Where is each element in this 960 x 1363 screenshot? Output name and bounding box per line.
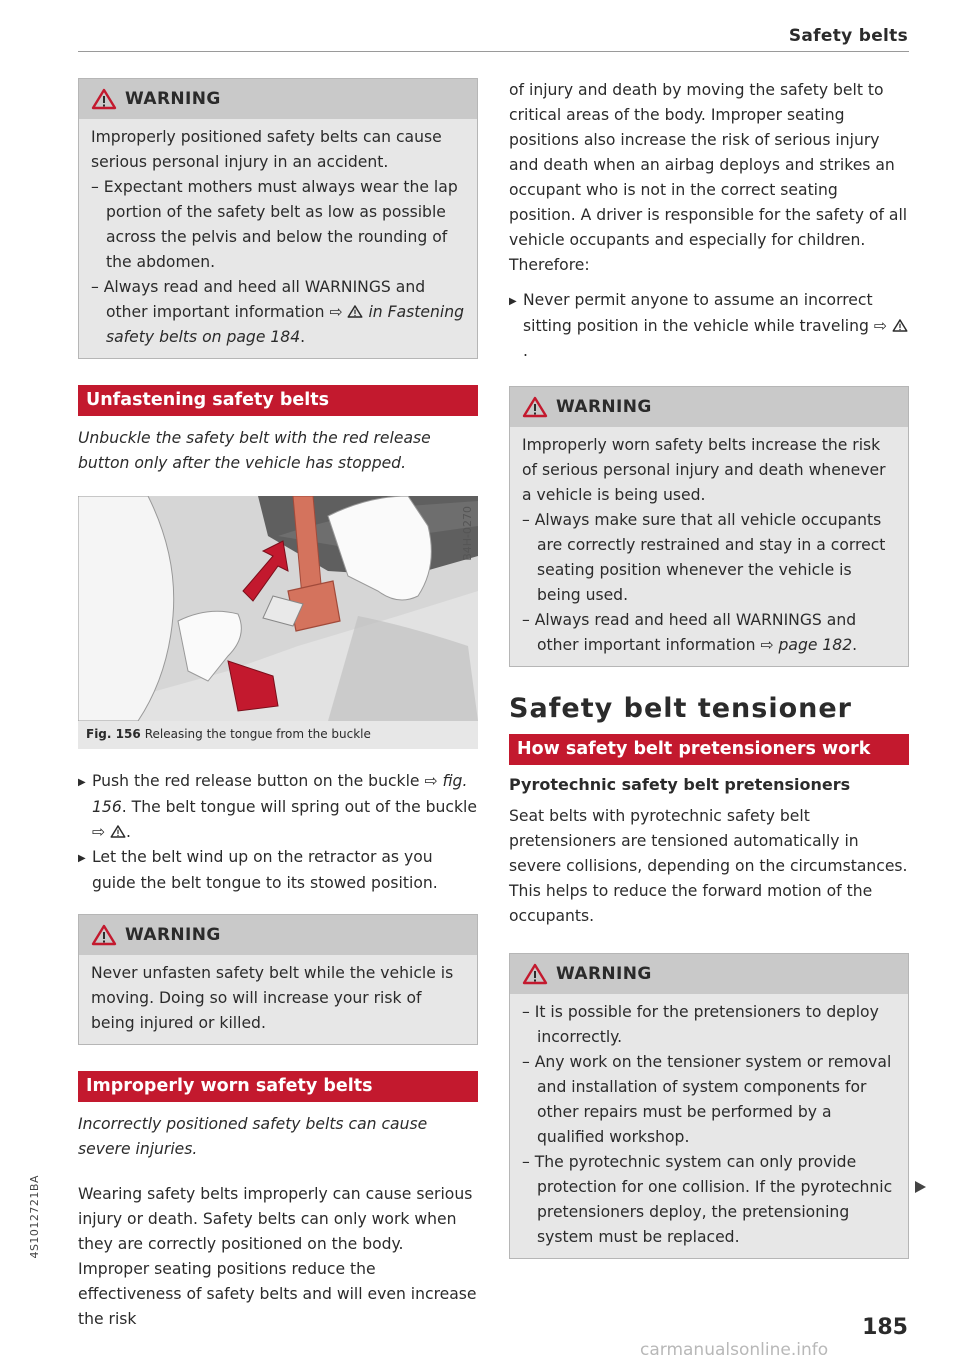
warning-body [79, 119, 477, 358]
header-rule [78, 51, 909, 52]
warning-item-read-heed: – Always read and heed all WARNINGS and other important information ⇨ in Fastening safety belts on page 184. [91, 278, 464, 346]
figure-caption [78, 721, 478, 749]
warning-body [79, 955, 477, 1044]
warning-intro: Improperly worn safety belts increase the risk of serious personal injury and death whenever a vehicle is being used. [522, 436, 886, 504]
step-item: ▶ Push the red release button on the buckle ⇨ fig. 156. The belt tongue will spring out of the buckle ⇨ . [78, 772, 477, 841]
running-header-title: Safety belts [788, 26, 908, 46]
step-list-seating [509, 288, 909, 364]
warning-list [91, 175, 465, 350]
figure-illustration [78, 496, 478, 721]
warning-triangle-icon [892, 318, 908, 333]
warning-header [79, 79, 477, 119]
belt-release-illustration [78, 496, 478, 721]
warning-triangle-icon [522, 963, 548, 985]
step-bullet-icon: ▶ [78, 853, 86, 864]
warning-list [522, 508, 896, 658]
warning-title: WARNING [556, 964, 652, 984]
sub-heading-pretensioners: How safety belt pretensioners work [509, 734, 909, 765]
warning-title: WARNING [125, 89, 221, 109]
warning-text: Never unfasten safety belt while the vehicle is moving. Doing so will increase your risk of being injured or killed. [91, 964, 454, 1032]
document-code: 4S1012721BA [28, 1175, 41, 1259]
step-item: ▶ Let the belt wind up on the retractor as you guide the belt tongue to its stowed position. [78, 848, 438, 892]
warning-box-improperly-worn [509, 386, 909, 667]
step-bullet-icon: ▶ [509, 296, 517, 307]
warning-triangle-icon [91, 88, 117, 110]
warning-title: WARNING [556, 397, 652, 417]
watermark: carmanualsonline.info [640, 1340, 829, 1360]
warning-triangle-icon [110, 824, 126, 839]
warning-header [510, 387, 908, 427]
warning-body [510, 427, 908, 666]
figure-reference-link[interactable]: fig. 156 [92, 772, 468, 816]
body-paragraph: Wearing safety belts improperly can cause serious injury or death. Safety belts can only work when they are correctly positioned on the body. Improper seating positions reduce the effectiveness of safety belts and will even increase the risk [78, 1185, 477, 1328]
pyrotechnic-body: Seat belts with pyrotechnic safety belt pretensioners are tensioned automatically in severe collisions, depending on the circumstances. This helps to reduce the forward motion of the occupants. [509, 807, 908, 925]
warning-body [510, 994, 908, 1258]
warning-box-unfasten-moving [78, 914, 478, 1045]
warning-triangle-icon [522, 396, 548, 418]
page-number: 185 [862, 1315, 908, 1340]
section-title-tensioner: Safety belt tensioner [509, 693, 852, 724]
warning-item-deploy: – It is possible for the pretensioners to deploy incorrectly. [522, 1003, 879, 1046]
step-bullet-icon: ▶ [78, 777, 86, 788]
left-column [78, 78, 478, 1332]
continue-arrow-icon [915, 1181, 926, 1193]
step-list-unfastening [78, 769, 478, 896]
warning-header [510, 954, 908, 994]
warning-header [79, 915, 477, 955]
warning-item-restrained: – Always make sure that all vehicle occupants are correctly restrained and stay in a correct seating position whenever the vehicle is being used. [522, 511, 886, 604]
cross-reference-link[interactable]: in Fastening safety belts on page 184 [106, 303, 464, 346]
warning-box-pretensioners [509, 953, 909, 1259]
page-reference-link[interactable]: page 182 [778, 636, 853, 654]
body-paragraph-continuation: of injury and death by moving the safety belt to critical areas of the body. Improper seating positions also increase the risk of serious injury and death when an airbag deploys and strikes an occupant who is not in the correct seating position. A driver is responsible for the safety of all vehicle occupants and especially for children. Therefore: [509, 81, 908, 274]
section-intro-improper: Incorrectly positioned safety belts can cause severe injuries. [78, 1115, 428, 1158]
figure-code: B4H-0270 [461, 506, 474, 561]
right-column [509, 78, 909, 1285]
figure-caption-text: Releasing the tongue from the buckle [144, 727, 371, 741]
warning-triangle-icon [91, 924, 117, 946]
figure-label: Fig. 156 [86, 727, 141, 741]
warning-title: WARNING [125, 925, 221, 945]
warning-box-fastening [78, 78, 478, 359]
section-heading-improper: Improperly worn safety belts [78, 1071, 478, 1102]
section-heading-unfastening: Unfastening safety belts [78, 385, 478, 416]
warning-intro: Improperly positioned safety belts can cause serious personal injury in an accident. [91, 128, 442, 171]
warning-item-workshop: – Any work on the tensioner system or removal and installation of system components for other repairs must be performed by a qualified workshop. [522, 1053, 892, 1146]
step-item: ▶ Never permit anyone to assume an incorrect sitting position in the vehicle while traveling ⇨ . [509, 288, 909, 364]
warning-item-read-heed: – Always read and heed all WARNINGS and other important information ⇨ page 182. [522, 611, 858, 654]
warning-item-expectant-mothers: – Expectant mothers must always wear the lap portion of the safety belt as low as possible across the pelvis and below the rounding of the abdomen. [91, 178, 458, 271]
section-intro-unfastening: Unbuckle the safety belt with the red release button only after the vehicle has stopped. [78, 429, 431, 472]
pyrotechnic-title: Pyrotechnic safety belt pretensioners [509, 775, 851, 794]
warning-item-one-collision: – The pyrotechnic system can only provide protection for one collision. If the pyrotechnic pretensioners deploy, the pretensioning system must be replaced. [522, 1153, 893, 1246]
warning-list [522, 1000, 896, 1250]
warning-triangle-icon [347, 304, 363, 319]
